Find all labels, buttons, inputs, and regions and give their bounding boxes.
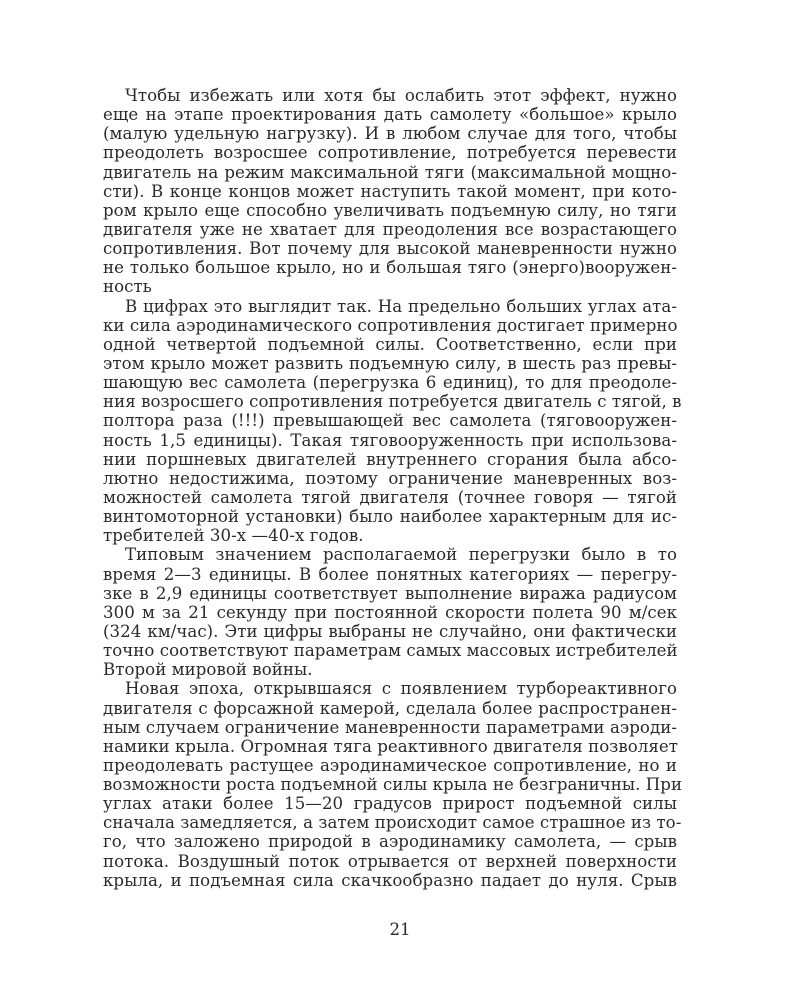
text-line: (малую удельную нагрузку). И в любом случае для того, чтобы bbox=[103, 124, 677, 144]
paragraph-2 bbox=[103, 296, 682, 546]
text-line: ки сила аэродинамического сопротивления достигает примерно bbox=[103, 315, 678, 335]
text-line: одной четвертой подъемной силы. Соответственно, если при bbox=[103, 334, 677, 354]
text-line: двигателя уже не хватает для преодоления все возрастающего bbox=[103, 219, 677, 239]
text-line: 300 м за 21 секунду при постоянной скорости полета 90 м/сек bbox=[103, 602, 677, 622]
text-line: этом крыло может развить подъемную силу, в шесть раз превы- bbox=[103, 353, 677, 373]
text-line: можностей самолета тягой двигателя (точнее говоря — тягой bbox=[103, 487, 677, 507]
text-line: требителей 30-х —40-х годов. bbox=[103, 526, 364, 546]
text-line: ным случаем ограничение маневренности параметрами аэроди- bbox=[103, 717, 677, 737]
text-line: полтора раза (!!!) превышающей вес самолета (тяговооружен- bbox=[103, 411, 677, 431]
text-line: двигатель на режим максимальной тяги (максимальной мощно- bbox=[103, 162, 677, 182]
text-line: шающую вес самолета (перегрузка 6 единиц), то для преодоле- bbox=[103, 373, 677, 393]
text-line: точно соответствуют параметрам самых массовых истребителей bbox=[103, 641, 678, 661]
text-line: крыла, и подъемная сила скачкообразно падает до нуля. Срыв bbox=[103, 870, 677, 890]
text-line: Второй мировой войны. bbox=[103, 660, 313, 680]
body-text bbox=[103, 86, 683, 890]
text-line: сти). В конце концов может наступить такой момент, при кото- bbox=[103, 181, 677, 201]
text-line: зке в 2,9 единицы соответствует выполнение виража радиусом bbox=[103, 583, 677, 603]
paragraph-3 bbox=[103, 545, 677, 679]
paragraph-1 bbox=[103, 86, 677, 297]
text-line: го, что заложено природой в аэродинамику самолета, — срыв bbox=[103, 832, 677, 852]
text-line: Новая эпоха, открывшаяся с появлением турбореактивного bbox=[125, 679, 677, 699]
text-line: время 2—3 единицы. В более понятных категориях — перегру- bbox=[103, 564, 677, 584]
text-line: нии поршневых двигателей внутреннего сгорания была абсо- bbox=[103, 449, 677, 469]
text-line: сопротивления. Вот почему для высокой маневренности нужно bbox=[103, 239, 677, 259]
text-line: Типовым значением располагаемой перегрузки было в то bbox=[125, 545, 677, 565]
text-line: сначала замедляется, а затем происходит самое страшное из то- bbox=[103, 813, 682, 833]
text-line: ность 1,5 единицы). Такая тяговооруженность при использова- bbox=[103, 430, 677, 450]
text-line: еще на этапе проектирования дать самолету «большое» крыло bbox=[103, 105, 677, 125]
text-line: (324 км/час). Эти цифры выбраны не случайно, они фактически bbox=[103, 621, 677, 641]
text-line: возможности роста подъемной силы крыла не безграничны. При bbox=[103, 775, 683, 795]
text-line: винтомоторной установки) было наиболее характерным для ис- bbox=[103, 507, 677, 527]
text-line: ность bbox=[103, 277, 152, 297]
text-line: В цифрах это выглядит так. На предельно больших углах ата- bbox=[125, 296, 677, 316]
text-line: преодолевать растущее аэродинамическое сопротивление, но и bbox=[103, 755, 677, 775]
text-line: ром крыло еще способно увеличивать подъемную силу, но тяги bbox=[103, 200, 677, 220]
text-line: углах атаки более 15—20 градусов прирост подъемной силы bbox=[103, 794, 677, 814]
text-line: лютно недостижима, поэтому ограничение маневренных воз- bbox=[103, 468, 677, 488]
text-line: потока. Воздушный поток отрывается от верхней поверхности bbox=[103, 851, 677, 871]
text-line: двигателя с форсажной камерой, сделала более распространен- bbox=[103, 698, 677, 718]
text-line: ния возросшего сопротивления потребуется двигатель с тягой, в bbox=[103, 392, 682, 412]
text-line: преодолеть возросшее сопротивление, потребуется перевести bbox=[103, 143, 677, 163]
text-line: не только большое крыло, но и большая тяго (энерго)вооружен- bbox=[103, 258, 677, 278]
text-line: Чтобы избежать или хотя бы ослабить этот эффект, нужно bbox=[125, 86, 677, 105]
paragraph-4 bbox=[103, 679, 683, 890]
page-number: 21 bbox=[389, 920, 411, 939]
text-line: намики крыла. Огромная тяга реактивного двигателя позволяет bbox=[103, 736, 679, 756]
